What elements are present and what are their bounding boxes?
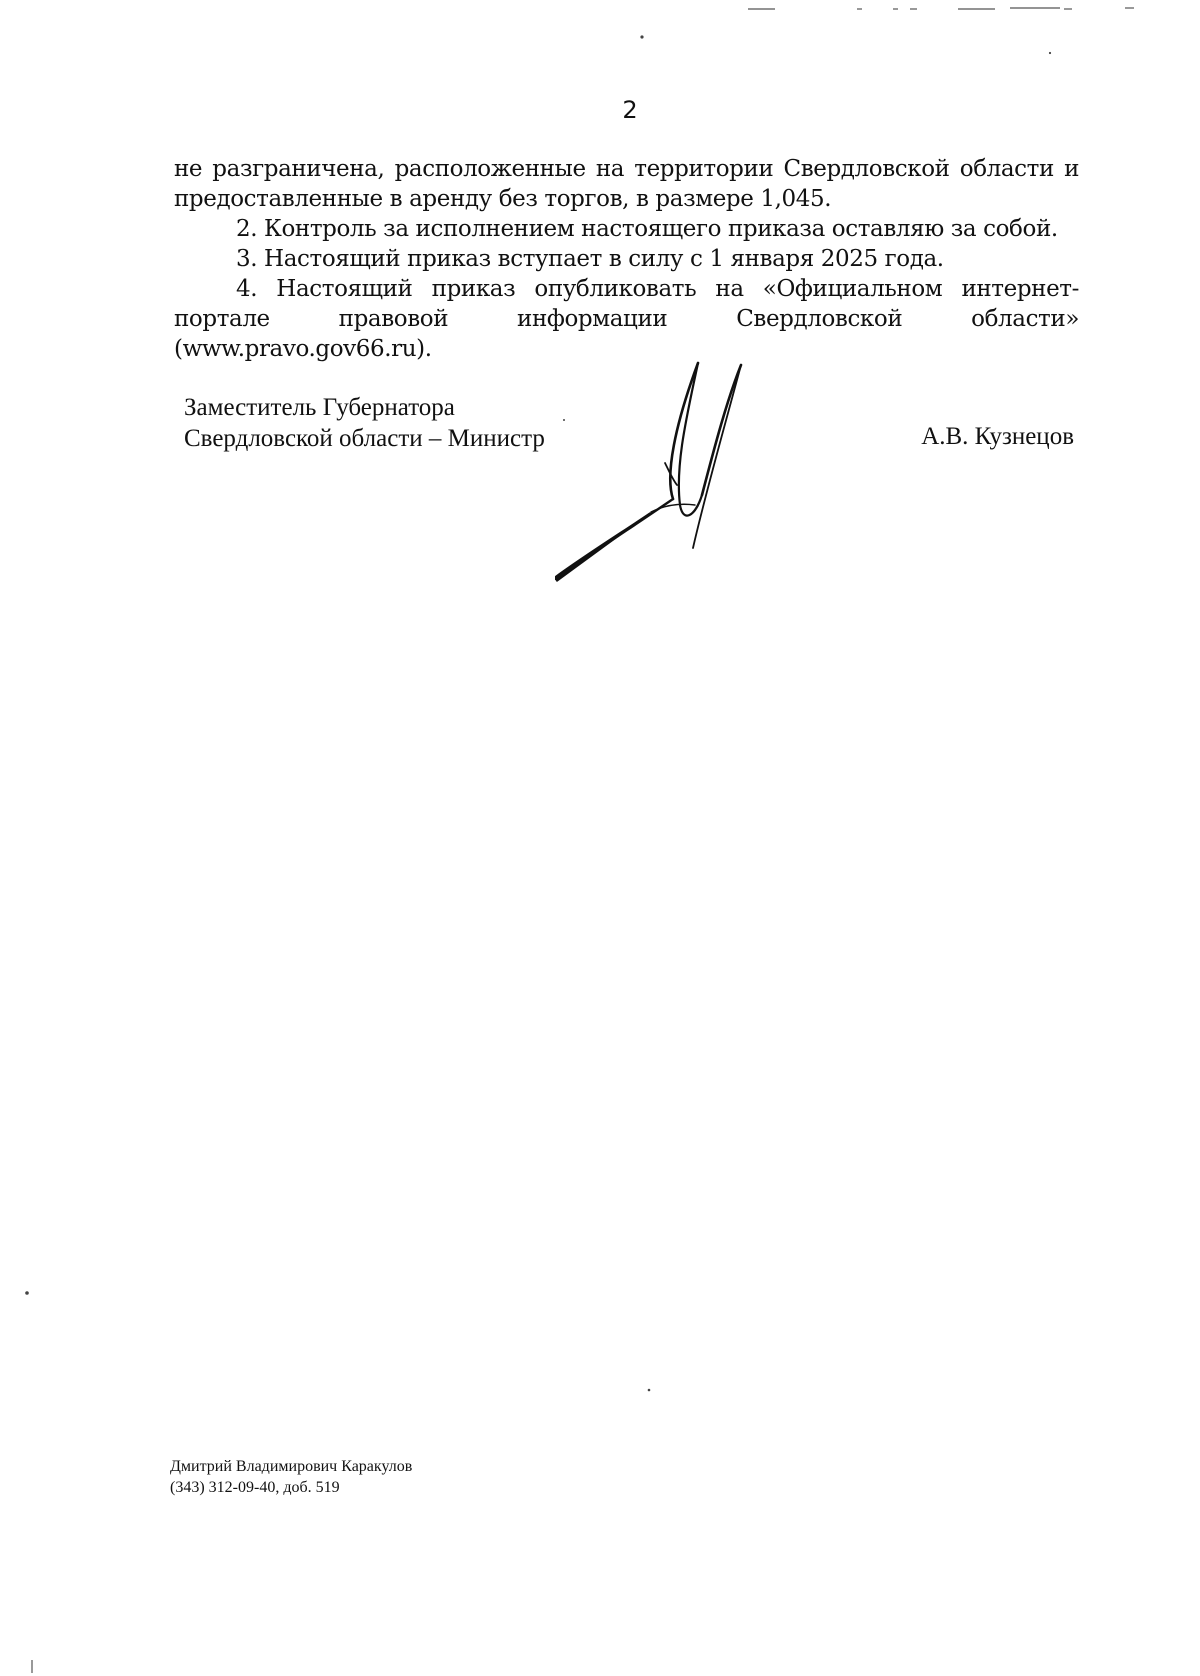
page-number: 2 <box>622 96 638 124</box>
body-text <box>174 154 1079 364</box>
handwritten-signature-icon <box>555 355 785 585</box>
executor-phone: (343) 312-09-40, доб. 519 <box>170 1479 340 1496</box>
executor-contact <box>170 1456 412 1498</box>
signatory-name: А.В. Кузнецов <box>921 423 1074 450</box>
signatory-title-line-2: Свердловской области – Министр <box>184 425 545 452</box>
paragraph-continuation: не разграничена, расположенные на территории Свердловской области и предоставленные в аренду без торгов, в размере 1,045. <box>174 156 1079 212</box>
signatory-title-line-1: Заместитель Губернатора <box>184 394 455 421</box>
executor-name: Дмитрий Владимирович Каракулов <box>170 1458 413 1475</box>
paragraph-3: 3. Настоящий приказ вступает в силу с 1 января 2025 года. <box>236 246 944 272</box>
paragraph-4: 4. Настоящий приказ опубликовать на «Официальном интернет-портале правовой информации Свердловской области» (www.pravo.gov66.ru). <box>174 276 1079 362</box>
signatory-title <box>184 392 545 454</box>
paragraph-2: 2. Контроль за исполнением настоящего приказа оставляю за собой. <box>236 216 1058 242</box>
